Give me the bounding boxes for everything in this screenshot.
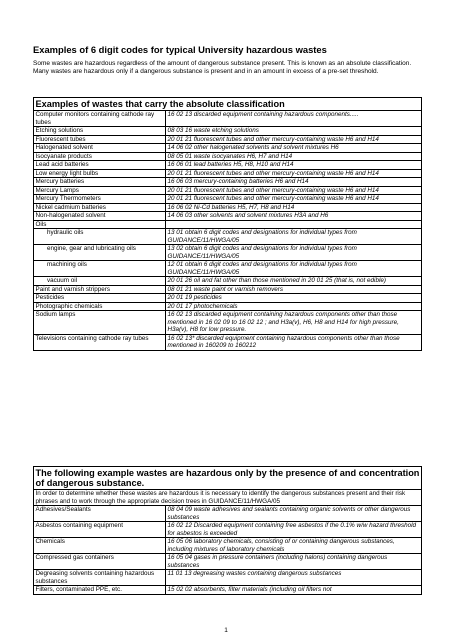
waste-code-cell: 20 01 21 fluorescent tubes and other mercury-containing waste H6 and H14 (166, 135, 422, 144)
waste-code-cell: 08 01 21 waste paint or varnish removers (166, 285, 422, 294)
waste-type-cell: Paint and varnish strippers (34, 285, 166, 294)
table-row (34, 277, 422, 286)
waste-code-cell: 08 05 01 waste isocyanates H6, H7 and H14 (166, 152, 422, 161)
intro-text (33, 60, 421, 80)
waste-type-cell: Mercury batteries (34, 178, 166, 187)
waste-code-cell: 08 03 16 waste etching solutions (166, 127, 422, 136)
page-title: Examples of 6 digit codes for typical University hazardous wastes (33, 44, 327, 55)
waste-type-cell: Televisions containing cathode ray tubes (34, 334, 166, 350)
table-row (34, 570, 422, 586)
waste-type-cell: Mercury Thermometers (34, 195, 166, 204)
waste-type-cell: engine, gear and lubricating oils (34, 245, 166, 261)
table-row (34, 186, 422, 195)
waste-code-cell: 20 01 26 oil and fat other than those mentioned in 20 01 25 (that is, not edible) (166, 277, 422, 286)
table-row (34, 506, 422, 522)
waste-code-cell: 11 01 13 degreasing wastes containing dangerous substances (166, 570, 422, 586)
waste-code-cell: 08 04 09 waste adhesives and sealants containing organic solvents or other dangerous substances (166, 506, 422, 522)
waste-code-cell: 20 01 21 fluorescent tubes and other mercury-containing waste H6 and H14 (166, 195, 422, 204)
conditional-note: In order to determine whether these wastes are hazardous it is necessary to identify the dangerous substances present and their risk phrases and to work through the appropriate decision trees in GUIDANCE/11/HWGA/05 (34, 490, 422, 506)
table-row (34, 554, 422, 570)
waste-code-cell: 12 01 obtain 6 digit codes and designations for individual types from GUIDANCE/11/HWGA/05 (166, 261, 422, 277)
table-row (34, 229, 422, 245)
waste-type-cell: Computer monitors containing cathode ray tubes (34, 111, 166, 127)
waste-type-cell: machining oils (34, 261, 166, 277)
waste-code-cell: 16 02 13 discarded equipment containing hazardous components other than those mentioned in 16 02 09 to 16 02 12 ; and H3a(v), H6, H8 and H14 for high pressure, H3a(v), H8 for low pressure. (166, 311, 422, 335)
waste-type-cell: Pesticides (34, 294, 166, 303)
table-row (34, 111, 422, 127)
waste-type-cell: Photographic chemicals (34, 302, 166, 311)
table-row (34, 220, 422, 229)
table-row (34, 135, 422, 144)
table-row (34, 152, 422, 161)
waste-type-cell: Adhesives/Sealants (34, 506, 166, 522)
table-row (34, 212, 422, 221)
conditional-classification-table (33, 466, 422, 595)
conditional-section-heading: The following example wastes are hazardous only by the presence of and concentration of dangerous substance. (34, 467, 422, 490)
table-row (34, 144, 422, 153)
waste-type-cell: Sodium lamps (34, 311, 166, 335)
waste-code-cell: 16 02 13* discarded equipment containing hazardous components other than those mentioned in 160209 to 160212 (166, 334, 422, 350)
table-row (34, 245, 422, 261)
waste-code-cell: 16 06 02 Ni-Cd batteries H5, H7, H8 and H14 (166, 203, 422, 212)
waste-type-cell: Chemicals (34, 538, 166, 554)
waste-type-cell: Nickel cadmium batteries (34, 203, 166, 212)
page-number: 1 (224, 627, 228, 634)
waste-code-cell (166, 220, 422, 229)
table-row (34, 195, 422, 204)
intro-paragraph: Some wastes are hazardous regardless of the amount of dangerous substance present. This is known as an absolute classification. Many wastes are hazardous only if a dangerous substance is present and in an amount in excess of a pre-set threshold. (33, 60, 412, 76)
waste-type-cell: Compressed gas containers (34, 554, 166, 570)
waste-code-cell: 20 01 21 fluorescent tubes and other mercury-containing waste H6 and H14 (166, 186, 422, 195)
absolute-section-heading: Examples of wastes that carry the absolute classification (34, 98, 422, 111)
table-row (34, 302, 422, 311)
waste-type-cell: Oils (34, 220, 166, 229)
waste-code-cell: 20 01 19 pesticides (166, 294, 422, 303)
table-row (34, 169, 422, 178)
waste-code-cell: 20 01 21 fluorescent tubes and other mercury-containing waste H6 and H14 (166, 169, 422, 178)
waste-type-cell: hydraulic oils (34, 229, 166, 245)
waste-type-cell: Isocyanate products (34, 152, 166, 161)
waste-code-cell: 20 01 17 photochemicals (166, 302, 422, 311)
table-row (34, 161, 422, 170)
table-row (34, 261, 422, 277)
waste-code-cell: 15 02 02 absorbents, filter materials (including oil filters not (166, 586, 422, 595)
waste-type-cell: Halogenated solvent (34, 144, 166, 153)
waste-code-cell: 16 05 04 gases in pressure containers (including halons) containing dangerous substances (166, 554, 422, 570)
waste-code-cell: 13 01 obtain 6 digit codes and designations for individual types from GUIDANCE/11/HWGA/05 (166, 229, 422, 245)
table-row (34, 586, 422, 595)
waste-type-cell: Mercury Lamps (34, 186, 166, 195)
waste-type-cell: Etching solutions (34, 127, 166, 136)
table-row (34, 178, 422, 187)
waste-code-cell: 14 06 02 other halogenated solvents and solvent mixtures H6 (166, 144, 422, 153)
waste-code-cell: 16 02 12 Discarded equipment containing free asbestos if the 0.1% w/w hazard threshold for asbestos is exceeded (166, 522, 422, 538)
waste-code-cell: 16 06 03 mercury-containing batteries H6 and H14 (166, 178, 422, 187)
waste-code-cell: 14 06 03 other solvents and solvent mixtures H3A and H6 (166, 212, 422, 221)
waste-code-cell: 16 06 01 lead batteries H5, H8, H10 and H14 (166, 161, 422, 170)
table-row (34, 285, 422, 294)
waste-type-cell: vacuum oil (34, 277, 166, 286)
table-row (34, 311, 422, 335)
table-row (34, 294, 422, 303)
waste-code-cell: 13 02 obtain 6 digit codes and designations for individual types from GUIDANCE/11/HWGA/05 (166, 245, 422, 261)
table-row (34, 522, 422, 538)
waste-code-cell: 16 05 06 laboratory chemicals, consisting of or containing dangerous substances, including mixtures of laboratory chemicals (166, 538, 422, 554)
waste-type-cell: Lead acid batteries (34, 161, 166, 170)
table-row (34, 334, 422, 350)
table-row (34, 127, 422, 136)
table-row (34, 538, 422, 554)
waste-type-cell: Asbestos containing equipment (34, 522, 166, 538)
waste-code-cell: 16 02 13 discarded equipment containing hazardous components..... (166, 111, 422, 127)
waste-type-cell: Degreasing solvents containing hazardous substances (34, 570, 166, 586)
waste-type-cell: Non-halogenated solvent (34, 212, 166, 221)
table-row (34, 203, 422, 212)
absolute-classification-table (33, 97, 422, 351)
waste-type-cell: Low energy light bulbs (34, 169, 166, 178)
waste-type-cell: Fluorescent tubes (34, 135, 166, 144)
waste-type-cell: Filters, contaminated PPE, etc. (34, 586, 166, 595)
